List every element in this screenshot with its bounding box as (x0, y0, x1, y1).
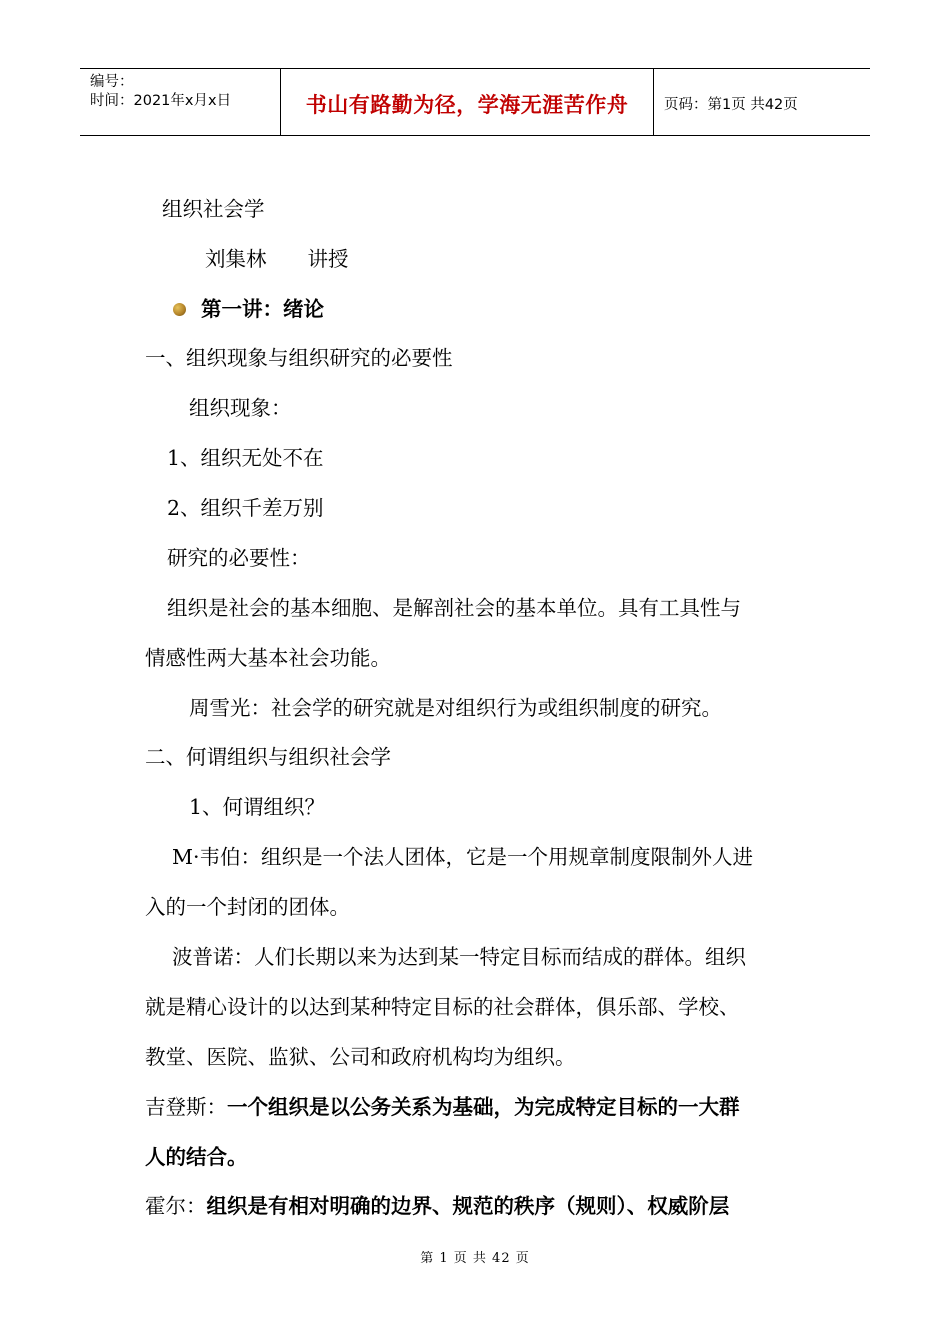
bullet-icon (173, 303, 186, 316)
section-heading-1: 一、组织现象与组织研究的必要性 (145, 346, 453, 370)
list-item: 2、组织千差万别 (167, 496, 324, 520)
paragraph-line: 组织是社会的基本细胞、是解剖社会的基本单位。具有工具性与 (167, 596, 741, 620)
paragraph-line: 教堂、医院、监狱、公司和政府机构均为组织。 (145, 1045, 576, 1069)
page-footer: 第 1 页 共 42 页 (420, 1251, 530, 1266)
subsection-heading: 1、何谓组织？ (189, 795, 326, 819)
definition-bold: 组织是有相对明确的边界、规范的秩序（规则）、权威阶层 (206, 1194, 730, 1218)
author-name: 吉登斯： (145, 1095, 227, 1119)
paragraph-line: 波普诺：人们长期以来为达到某一特定目标而结成的群体。组织 (172, 945, 746, 969)
header-motto-cell (281, 69, 654, 135)
list-item: 1、组织无处不在 (167, 446, 324, 470)
paragraph-line (145, 1194, 729, 1218)
author-name: 霍尔： (145, 1194, 207, 1218)
paragraph-line (145, 1095, 740, 1119)
paragraph-line: 入的一个封闭的团体。 (145, 895, 350, 919)
definition-bold: 人的结合。 (145, 1145, 248, 1169)
header-page-label: 页码：第1页 共42页 (664, 96, 798, 113)
section-heading-2: 二、何谓组织与组织社会学 (145, 745, 391, 769)
header-table (80, 68, 870, 136)
document-number-label: 编号： (90, 74, 134, 90)
document-title: 组织社会学 (162, 197, 265, 221)
paragraph-line: 周雪光：社会学的研究就是对组织行为或组织制度的研究。 (189, 696, 722, 720)
paragraph-line: M·韦伯：组织是一个法人团体，它是一个用规章制度限制外人进 (172, 845, 754, 869)
paragraph-line: 情感性两大基本社会功能。 (145, 646, 391, 670)
header-page-cell (654, 69, 870, 135)
header-motto: 书山有路勤为径，学海无涯苦作舟 (305, 93, 629, 117)
document-date-label: 时间：2021年x月x日 (90, 93, 232, 109)
lecture-heading: 第一讲：绪论 (201, 297, 324, 321)
header-meta-cell (80, 69, 281, 135)
paragraph-line: 研究的必要性： (167, 546, 311, 570)
lecturer-line: 刘集林 讲授 (205, 247, 349, 271)
paragraph-line: 就是精心设计的以达到某种特定目标的社会群体，俱乐部、学校、 (145, 995, 740, 1019)
definition-bold: 一个组织是以公务关系为基础，为完成特定目标的一大群 (227, 1095, 740, 1119)
paragraph-line: 组织现象： (189, 396, 292, 420)
